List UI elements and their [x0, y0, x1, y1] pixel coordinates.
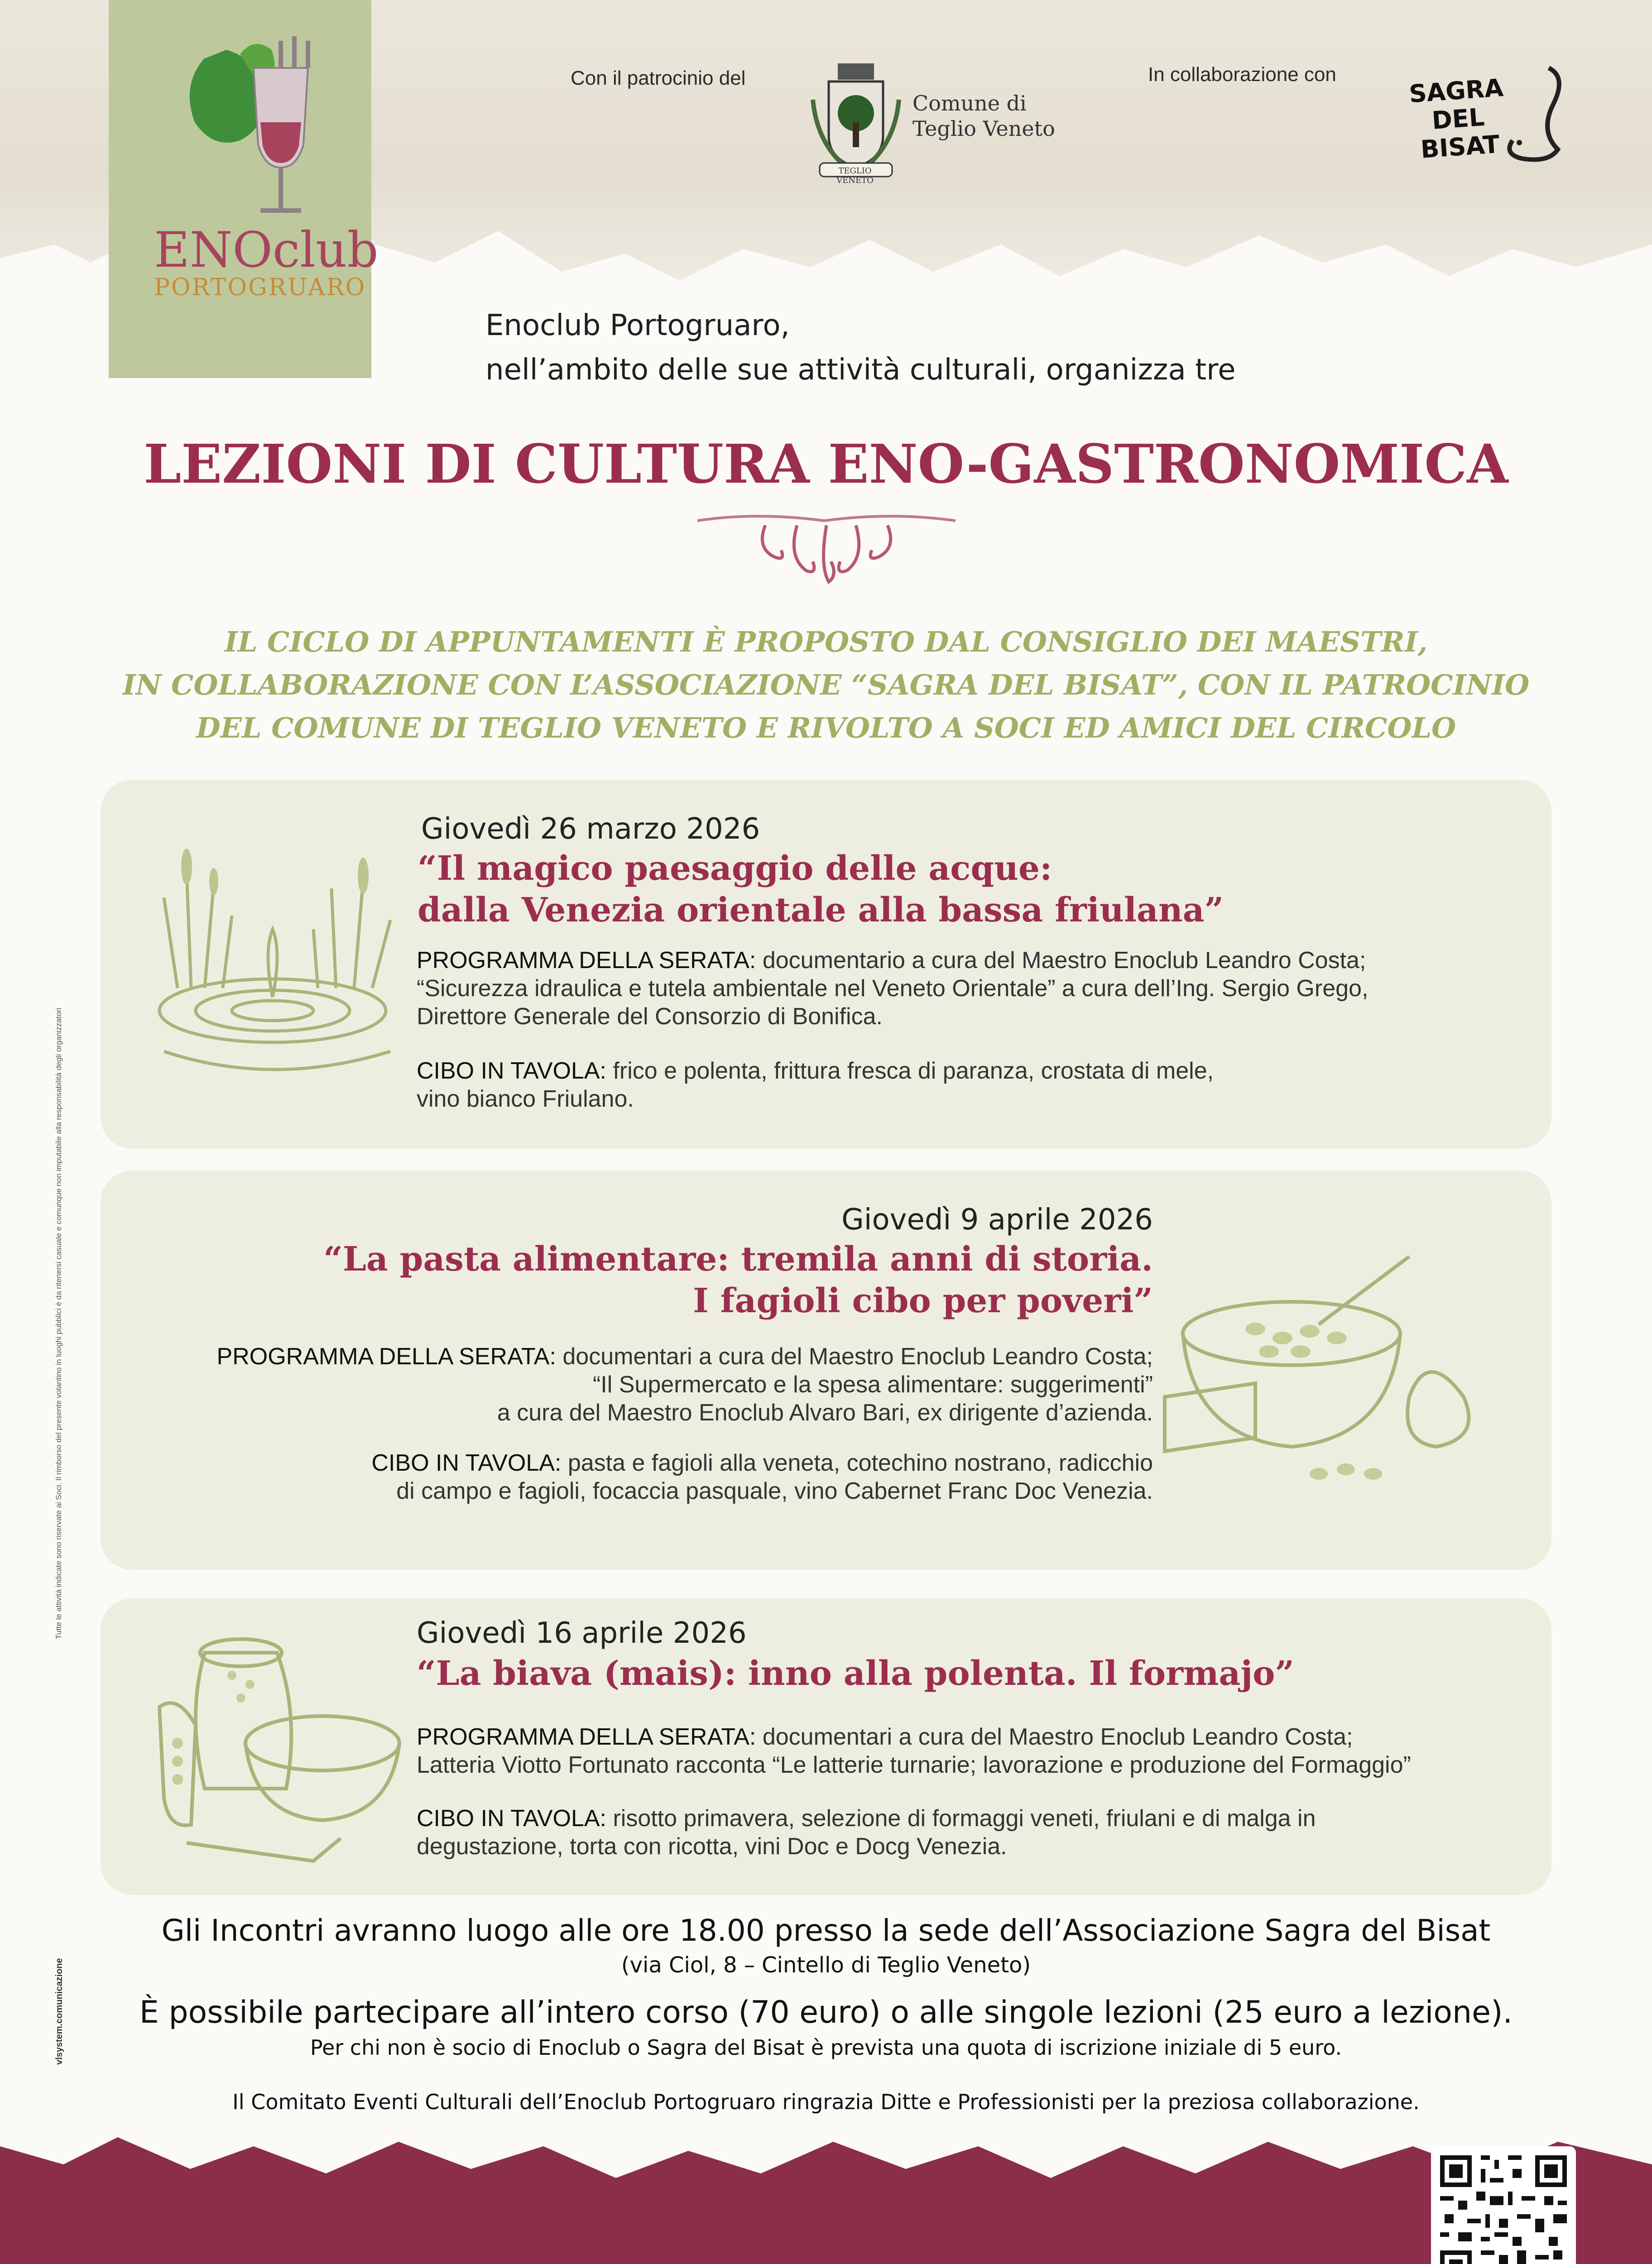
food-label: CIBO IN TAVOLA: — [371, 1450, 562, 1476]
patronage-label: Con il patrocinio del — [571, 67, 746, 89]
comune-name — [912, 91, 1055, 141]
food-label: CIBO IN TAVOLA: — [417, 1058, 606, 1084]
lesson-date: Giovedì 9 aprile 2026 — [841, 1203, 1153, 1237]
collaboration-label: In collaborazione con — [1148, 63, 1336, 86]
title-line: “La biava (mais): inno alla polenta. Il formajo” — [417, 1654, 1295, 1693]
program-text: a cura del Maestro Enoclub Alvaro Bari, ex dirigente d’azienda. — [497, 1400, 1153, 1426]
program-label: PROGRAMMA DELLA SERATA: — [216, 1343, 556, 1370]
lesson-date: Giovedì 26 marzo 2026 — [421, 812, 760, 846]
venue-address: (via Ciol, 8 – Cintello di Teglio Veneto) — [621, 1952, 1031, 1978]
title-line: I fagioli cibo per poveri” — [693, 1281, 1153, 1320]
lesson-program — [417, 1723, 1411, 1779]
fee-line: Per chi non è socio di Enoclub o Sagra del Bisat è prevista una quota di iscrizione iniziale di 5 euro. — [310, 2035, 1342, 2060]
comune-line1: Comune di — [912, 91, 1027, 115]
price-line: È possibile partecipare all’intero corso (70 euro) o alle singole lezioni (25 euro a lezione). — [139, 1995, 1513, 2030]
program-text: “Sicurezza idraulica e tutela ambientale nel Veneto Orientale” a cura dell’Ing. Sergio Grego, — [417, 975, 1369, 1002]
lesson-date: Giovedì 16 aprile 2026 — [417, 1616, 747, 1650]
food-text: risotto primavera, selezione di formaggi veneti, friulani e di malga in — [606, 1805, 1316, 1832]
enoclub-logo-panel — [109, 0, 379, 378]
sagra-line2: BISAT — [1420, 130, 1501, 164]
program-text: “Il Supermercato e la spesa alimentare: suggerimenti” — [592, 1372, 1153, 1398]
title-line: dalla Venezia orientale alla bassa friulana” — [418, 891, 1224, 930]
lesson-title — [323, 1238, 1153, 1322]
qr-code[interactable] — [1431, 2146, 1576, 2264]
logo-wordmark: ENOclub — [154, 222, 379, 278]
food-text: pasta e fagioli alla veneta, cotechino nostrano, radicchio — [561, 1450, 1153, 1476]
lesson-title — [417, 1653, 1294, 1694]
designer-credit: vlsystem.comunicazione — [54, 1958, 64, 2065]
comune-ribbon-text: TEGLIO VENETO — [836, 166, 874, 185]
lesson-food — [417, 1804, 1316, 1861]
program-text: Direttore Generale del Consorzio di Bonifica. — [417, 1003, 883, 1030]
thanks-line: Il Comitato Eventi Culturali dell’Enoclub Portogruaro ringrazia Ditte e Professionisti per la preziosa collaborazione. — [232, 2090, 1420, 2114]
venue-line: Gli Incontri avranno luogo alle ore 18.00 presso la sede dell’Associazione Sagra del Bisat — [161, 1913, 1491, 1948]
food-text: di campo e fagioli, focaccia pasquale, vino Cabernet Franc Doc Venezia. — [396, 1478, 1153, 1504]
lesson-card-1 — [101, 780, 1551, 1149]
intro-line2: nell’ambito delle sue attività culturali, organizza tre — [485, 353, 1236, 387]
program-text: documentari a cura del Maestro Enoclub Leandro Costa; — [556, 1343, 1153, 1370]
main-title: LEZIONI DI CULTURA ENO-GASTRONOMICA — [144, 432, 1508, 495]
pasta-beans-bowl-illustration — [1156, 1247, 1527, 1501]
food-label: CIBO IN TAVOLA: — [417, 1805, 606, 1832]
eel-icon — [1494, 59, 1576, 172]
program-text: documentario a cura del Maestro Enoclub Leandro Costa; — [756, 947, 1366, 974]
subtitle-line: IL CICLO DI APPUNTAMENTI È PROPOSTO DAL CONSIGLIO DEI MAESTRI, — [224, 625, 1428, 658]
subtitle-line: IN COLLABORAZIONE CON L’ASSOCIAZIONE “SAGRA DEL BISAT”, CON IL PATROCINIO — [122, 668, 1530, 701]
intro-text — [485, 303, 1235, 392]
lesson-program — [217, 1343, 1153, 1427]
wine-glass-leaf-icon — [177, 32, 322, 222]
food-text: frico e polenta, frittura fresca di paranza, crostata di mele, — [606, 1058, 1214, 1084]
legal-side-note: Tutte le attività indicate sono riservate ai Soci. Il rimborso del presente volantino in luoghi pubblici è da ritenersi casuale e comunque non imputabile alla responsabilità degli organizzatori — [54, 1007, 63, 1639]
lesson-program — [417, 946, 1368, 1031]
lesson-food — [371, 1449, 1153, 1505]
footer-band — [0, 2128, 1652, 2264]
program-label: PROGRAMMA DELLA SERATA: — [417, 947, 756, 974]
cycle-description — [0, 620, 1652, 749]
program-text: documentari a cura del Maestro Enoclub Leandro Costa; — [756, 1724, 1353, 1750]
title-line: “La pasta alimentare: tremila anni di storia. — [323, 1240, 1153, 1279]
flourish-ornament-icon — [688, 507, 965, 589]
comune-line2: Teglio Veneto — [912, 116, 1055, 141]
lesson-card-2 — [101, 1170, 1551, 1570]
program-text: Latteria Viotto Fortunato racconta “Le latterie turnarie; lavorazione e produzione del Formaggio” — [417, 1752, 1411, 1778]
intro-line1: Enoclub Portogruaro, — [485, 309, 790, 342]
corn-polenta-illustration — [150, 1626, 422, 1870]
sagra-line1: SAGRA DEL — [1408, 73, 1504, 135]
qr-code-icon — [1431, 2146, 1576, 2264]
lesson-card-3 — [101, 1598, 1551, 1895]
food-text: vino bianco Friulano. — [417, 1086, 634, 1112]
logo-city: PORTOGRUARO — [154, 274, 366, 301]
food-text: degustazione, torta con ricotta, vini Doc e Docg Venezia. — [417, 1833, 1007, 1860]
lesson-title — [418, 848, 1224, 931]
subtitle-line: DEL COMUNE DI TEGLIO VENETO E RIVOLTO A SOCI ED AMICI DEL CIRCOLO — [196, 711, 1456, 744]
lesson-food — [417, 1057, 1214, 1113]
program-label: PROGRAMMA DELLA SERATA: — [417, 1724, 756, 1750]
water-landscape-illustration — [137, 816, 408, 1097]
title-line: “Il magico paesaggio delle acque: — [418, 849, 1052, 888]
